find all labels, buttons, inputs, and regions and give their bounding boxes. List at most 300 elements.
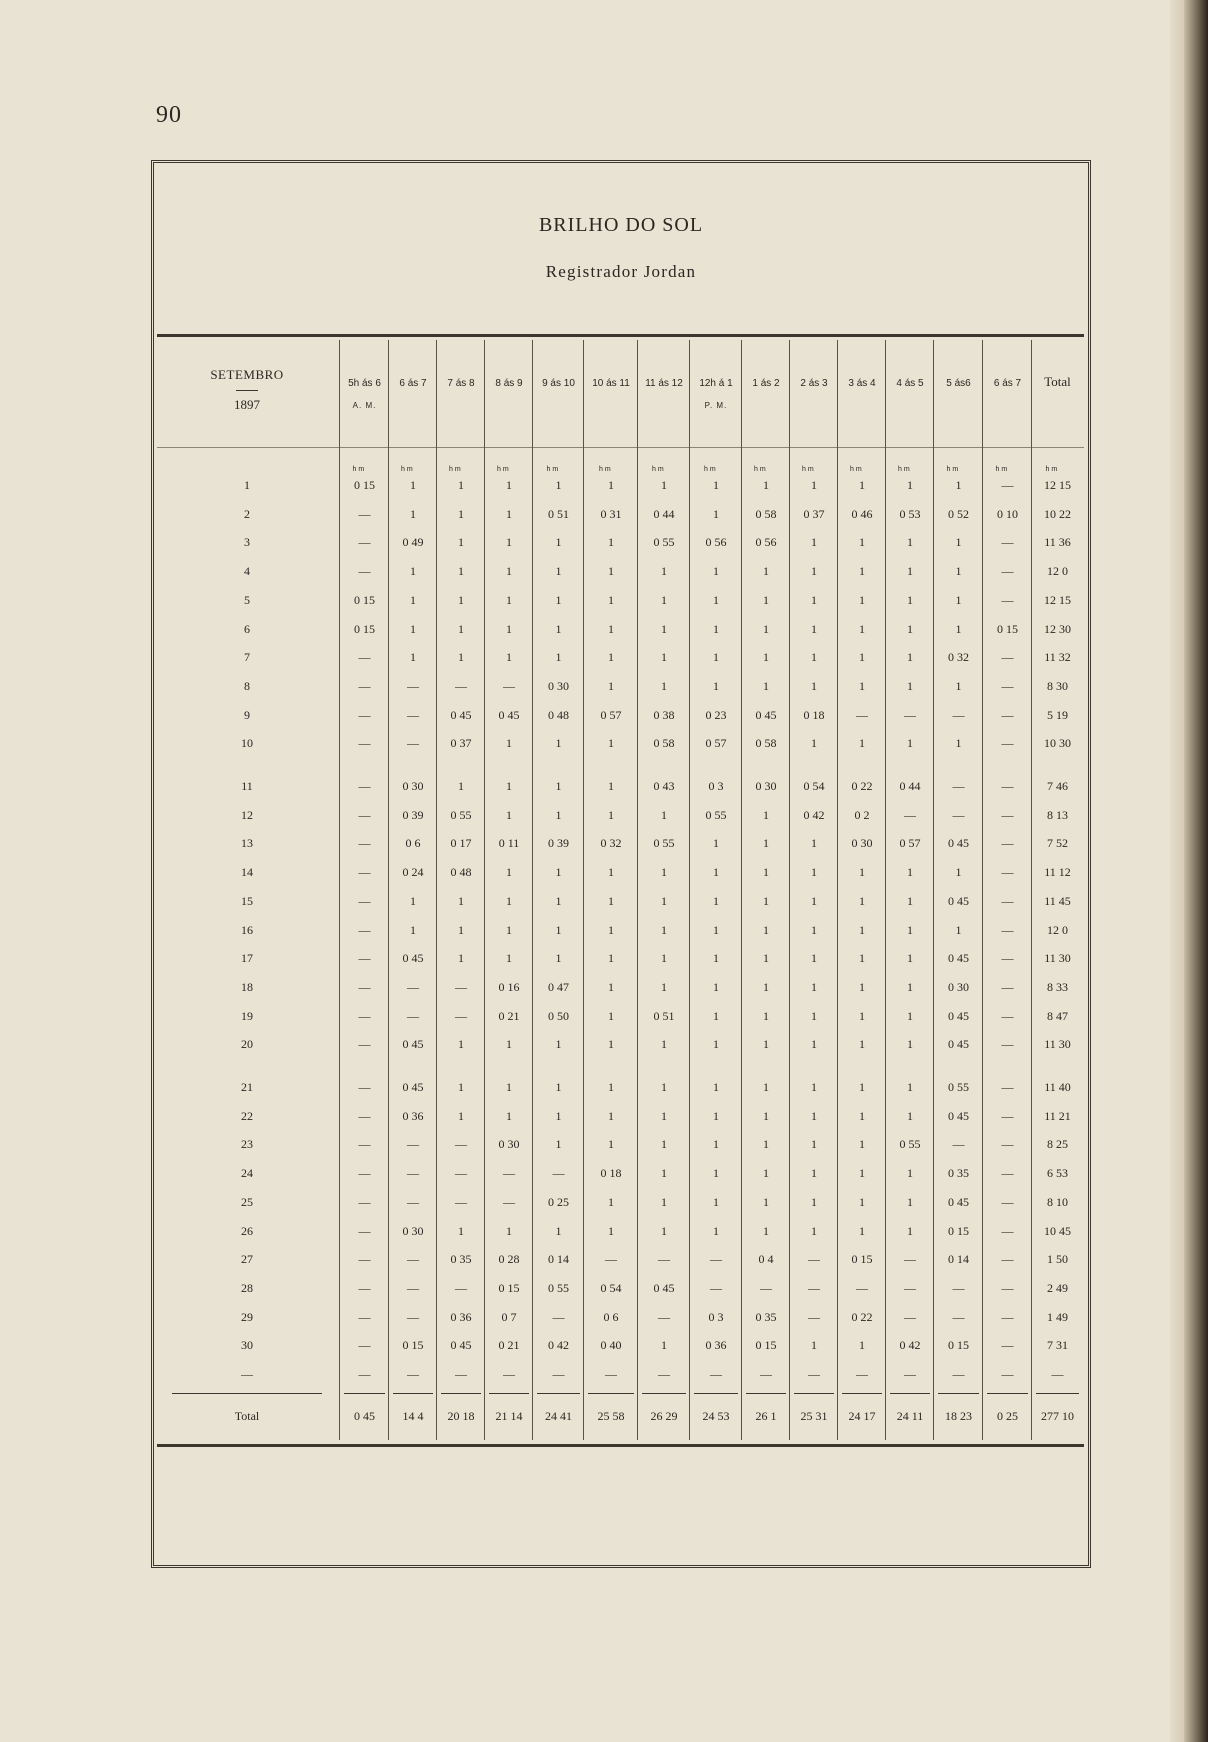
page-edge [1170,0,1184,1742]
table-cell: 1 [555,592,562,607]
table-cell: 1 [661,1080,667,1094]
table-cell: — [1001,807,1014,822]
day-label: 10 [241,736,253,751]
table-cell: 1 [608,535,614,550]
table-cell: 1 [555,1137,562,1152]
table-cell: 1 [661,678,667,693]
table-cell: 1 [763,1137,769,1152]
table-cell: 1 [608,1223,614,1238]
table-cell: — [710,1280,722,1295]
table-cell: — [1001,1108,1014,1123]
table-cell: 1 [555,621,562,636]
table-cell: 0 42 [803,807,825,822]
unit-label: h m [497,466,509,473]
table-cell: 1 [555,893,562,908]
table-cell: 0 45 [498,707,520,722]
total-separator [794,1393,834,1394]
table-cell: 1 [859,865,865,880]
table-cell: 0 31 [600,506,622,521]
table-cell: — [904,1280,916,1295]
column-divider [741,340,742,1440]
table-cell: 1 [907,650,913,665]
table-cell: 1 [763,807,769,822]
table-cell: — [503,678,515,693]
table-cell: — [358,1037,371,1052]
table-cell: — [407,707,419,722]
total-cell: 14 4 [402,1409,424,1423]
column-header [485,378,533,389]
table-cell: 1 [506,478,512,492]
table-cell: 0 15 [354,478,375,492]
table-cell: 1 [811,650,817,665]
unit-label: h m [1045,466,1058,473]
column-divider [339,340,340,1440]
table-cell: 1 [713,650,719,665]
table-cell: 0 15 [755,1338,777,1353]
table-cell: 1 [608,621,614,636]
table-cell: 1 [763,1037,769,1052]
table-cell: 8 47 [1047,1008,1068,1023]
table-cell: 1 50 [1047,1252,1068,1267]
table-cell: 1 [713,592,719,607]
column-header-label: 3 ás 4 [848,378,876,389]
table-cell: 1 [763,951,769,966]
table-cell: 0 55 [548,1280,569,1295]
table-cell: 0 37 [450,736,472,751]
total-cell: 24 53 [702,1409,730,1423]
page-number: 90 [156,102,182,128]
table-cell: — [605,1367,617,1381]
table-cell: 8 25 [1047,1137,1068,1152]
column-divider [789,340,790,1440]
table-cell: — [1001,535,1014,550]
table-cell: 1 [458,564,464,579]
table-cell: 1 [555,650,562,665]
total-separator [344,1393,385,1394]
table-cell: 0 23 [705,707,727,722]
table-cell: 1 [608,951,614,966]
table-cell: 1 [907,922,913,937]
table-cell: — [1001,1309,1014,1324]
table-cell: 1 [859,478,865,492]
table-cell: 0 54 [600,1280,622,1295]
table-cell: 1 [811,564,817,579]
column-header-label: 6 ás 7 [399,378,427,389]
table-cell: — [952,1280,965,1295]
table-cell: 0 38 [653,707,675,722]
table-cell: 1 [506,1037,512,1052]
table-cell: 1 [506,1108,512,1123]
table-cell: 1 [608,865,614,880]
table-cell: — [952,1367,965,1381]
table-cell: 1 [859,893,865,908]
table-cell: 1 [661,592,667,607]
day-label: 30 [241,1338,253,1353]
table-cell: — [358,1280,371,1295]
table-cell: 0 36 [402,1108,424,1123]
table-cell: 0 58 [755,506,777,521]
table-cell: — [1001,1166,1014,1181]
column-header-label: 2 ás 3 [800,378,828,389]
table-cell: 1 [506,564,512,579]
table-cell: 0 54 [803,779,825,793]
table-cell: 1 [955,678,962,693]
table-cell: 0 42 [548,1338,569,1353]
table-cell: 1 [907,979,913,994]
day-label: 7 [244,650,250,665]
table-cell: 0 42 [899,1338,921,1353]
total-cell: 18 23 [945,1409,972,1423]
table-cell: — [808,1252,820,1267]
table-cell: 1 [555,951,562,966]
table-cell: — [904,707,916,722]
table-cell: 0 3 [708,1309,724,1324]
unit-label: h m [898,466,910,473]
table-cell: 1 [410,650,416,665]
table-cell: 1 [763,621,769,636]
table-cell: 11 12 [1044,865,1071,880]
total-cell: 24 11 [896,1409,924,1423]
table-cell: 11 45 [1044,893,1071,908]
column-header-label: 10 ás 11 [592,378,630,389]
table-cell: 1 [608,650,614,665]
column-header-label: 1 ás 2 [752,378,780,389]
table-cell: 1 [555,1037,562,1052]
column-header [886,378,934,389]
table-cell: — [1001,678,1014,693]
table-cell: 1 [859,979,865,994]
table-cell: 0 4 [758,1252,774,1267]
table-cell: 1 [713,564,719,579]
table-cell: 1 [859,951,865,966]
table-cell: — [1001,922,1014,937]
column-header-label: 12h á 1 [699,378,733,389]
table-cell: — [1001,650,1014,665]
table-cell: — [358,1338,371,1353]
header-bottom-rule [157,447,1084,448]
table-cell: 1 [859,1137,865,1152]
table-cell: 1 [811,1223,817,1238]
table-cell: 0 15 [354,592,375,607]
table-cell: 1 [811,1166,817,1181]
table-cell: — [856,1280,868,1295]
table-cell: 11 30 [1044,951,1071,966]
table-cell: 1 [955,736,962,751]
table-cell: 1 [608,1194,614,1209]
table-cell: — [358,1008,371,1023]
table-cell: 0 45 [755,707,777,722]
table-cell: 1 [811,535,817,550]
column-header-label: 9 ás 10 [542,378,575,389]
total-cell: 25 58 [597,1409,625,1423]
table-cell: 1 [811,592,817,607]
table-cell: — [358,736,371,751]
table-cell: 1 [713,506,719,521]
table-cell: 1 [555,736,562,751]
table-cell: 1 [713,865,719,880]
total-separator [746,1393,786,1394]
table-cell: 1 [713,1080,719,1094]
table-cell: 1 [661,865,667,880]
column-header [638,378,690,389]
table-cell: 8 13 [1047,807,1068,822]
total-cell: 26 29 [650,1409,678,1423]
table-cell: 0 15 [948,1223,969,1238]
table-cell: 1 [458,779,464,793]
table-cell: — [952,1137,965,1152]
table-cell: 1 [907,592,913,607]
table-cell: 1 [555,865,562,880]
table-cell: 1 [859,1037,865,1052]
total-cell: 24 17 [848,1409,876,1423]
table-cell: 0 30 [755,779,777,793]
table-cell: 1 [608,807,614,822]
table-cell: 0 32 [600,836,622,851]
table-cell: 1 [506,592,512,607]
table-cell: 0 58 [653,736,675,751]
table-cell: 1 [410,478,416,492]
table-cell: 1 [763,478,769,492]
table-cell: 1 [458,621,464,636]
table-cell: — [658,1367,670,1381]
table-cell: 1 [458,1223,464,1238]
table-cell: 0 52 [948,506,969,521]
table-cell: 0 46 [851,506,873,521]
table-cell: 0 39 [402,807,424,822]
unit-label: h m [850,466,862,473]
table-cell: 1 [458,506,464,521]
table-cell: 0 15 [851,1252,873,1267]
table-cell: 1 [661,1338,667,1353]
table-cell: 1 [555,779,562,793]
unit-label: h m [352,466,365,473]
column-divider [436,340,437,1440]
table-cell: 1 [410,506,416,521]
column-header [584,378,638,389]
table-cell: 1 [410,621,416,636]
table-cell: — [710,1252,722,1267]
day-label: 21 [241,1080,253,1094]
table-cell: 1 [506,1223,512,1238]
table-cell: 7 31 [1047,1338,1068,1353]
total-cell: 20 18 [447,1409,475,1423]
table-cell: 1 [506,736,512,751]
table-cell: — [1001,478,1014,492]
table-cell: 1 [859,592,865,607]
table-cell: 8 30 [1047,678,1068,693]
table-cell: 0 30 [402,1223,424,1238]
year-separator [236,390,258,391]
table-cell: 1 [608,478,614,492]
table-cell: 0 32 [948,650,969,665]
column-header-label: 4 ás 5 [896,378,924,389]
book-spine-shadow [1184,0,1208,1742]
table-cell: 1 [458,893,464,908]
table-cell: 1 [713,1223,719,1238]
table-cell: — [1051,1367,1064,1381]
column-header [389,378,437,389]
table-cell: — [1001,1080,1014,1094]
table-cell: 1 [661,979,667,994]
table-cell: 12 30 [1044,621,1071,636]
table-cell: — [455,1280,467,1295]
table-cell: 1 [410,893,416,908]
table-cell: 1 [713,1166,719,1181]
table-cell: 0 57 [899,836,921,851]
table-cell: 1 [661,1108,667,1123]
table-cell: 1 [506,807,512,822]
table-cell: 0 55 [653,836,675,851]
table-cell: 0 56 [705,535,727,550]
total-separator [842,1393,882,1394]
table-cell: 1 [661,1137,667,1152]
table-cell: 0 7 [501,1309,517,1324]
table-cell: 1 [763,1166,769,1181]
column-header [690,378,742,410]
table-cell: 11 36 [1044,535,1071,550]
table-cell: 1 [555,1223,562,1238]
total-cell: 0 25 [997,1409,1018,1423]
table-cell: 1 49 [1047,1309,1068,1324]
table-cell: 0 10 [997,506,1018,521]
table-cell: 0 50 [548,1008,569,1023]
table-cell: 0 15 [402,1338,424,1353]
table-cell: — [407,1280,419,1295]
table-cell: 0 3 [708,779,724,793]
month-label: SETEMBRO [210,367,284,382]
table-cell: 1 [907,478,913,492]
table-cell: 5 19 [1047,707,1068,722]
table-cell: 0 35 [755,1309,777,1324]
table-cell: 1 [713,951,719,966]
day-label: 8 [244,678,250,693]
table-cell: 0 6 [603,1309,619,1324]
table-cell: — [407,1309,419,1324]
unit-label: h m [802,466,814,473]
table-cell: 1 [859,1223,865,1238]
table-cell: 12 15 [1044,478,1071,492]
table-cell: 1 [661,807,667,822]
table-cell: — [407,1166,419,1181]
table-cell: 0 47 [548,979,569,994]
table-cell: 0 15 [354,621,375,636]
table-cell: 0 30 [498,1137,520,1152]
unit-label: h m [652,466,664,473]
table-cell: 1 [506,650,512,665]
table-cell: 0 45 [450,707,472,722]
table-cell: 1 [608,1008,614,1023]
table-cell: 1 [458,951,464,966]
table-cell: 0 15 [498,1280,520,1295]
table-cell: — [904,1367,916,1381]
table-cell: 1 [608,736,614,751]
total-separator [890,1393,930,1394]
table-cell: 1 [763,650,769,665]
column-header-label: 8 ás 9 [495,378,523,389]
column-header [983,378,1032,389]
table-cell: — [808,1280,820,1295]
table-cell: 1 [859,678,865,693]
table-cell: 0 28 [498,1252,520,1267]
day-label: 3 [244,535,250,550]
table-cell: 1 [859,621,865,636]
table-cell: 1 [907,564,913,579]
table-cell: 0 14 [548,1252,569,1267]
table-cell: — [1001,836,1014,851]
table-cell: — [1001,707,1014,722]
table-cell: — [358,506,371,521]
table-cell: 0 14 [948,1252,969,1267]
table-cell: — [856,1367,868,1381]
total-separator [987,1393,1028,1394]
table-cell: 0 55 [450,807,472,822]
table-cell: 1 [608,1080,614,1094]
table-cell: 1 [859,1166,865,1181]
table-cell: — [1001,865,1014,880]
table-cell: 1 [955,564,962,579]
table-cell: — [552,1166,565,1181]
table-cell: 0 21 [498,1338,520,1353]
table-cell: 0 53 [899,506,921,521]
table-cell: — [407,736,419,751]
total-cell: 0 45 [354,1409,375,1423]
table-cell: 0 48 [548,707,569,722]
table-cell: 12 0 [1047,564,1068,579]
column-header-period: P. M. [704,401,728,410]
total-cell: 21 14 [495,1409,523,1423]
table-cell: 1 [859,564,865,579]
table-cell: — [358,1137,371,1152]
table-cell: 0 15 [997,621,1018,636]
table-cell: 1 [506,951,512,966]
table-cell: 10 45 [1044,1223,1071,1238]
table-cell: 0 55 [899,1137,921,1152]
table-cell: 1 [661,1166,667,1181]
table-cell: — [1001,592,1014,607]
column-header-label: 7 ás 8 [447,378,475,389]
table-cell: 1 [661,1194,667,1209]
table-cell: 0 58 [755,736,777,751]
day-label: 2 [244,506,250,521]
table-cell: — [503,1194,515,1209]
table-cell: 0 15 [948,1338,969,1353]
table-cell: — [358,951,371,966]
year-label: 1897 [234,397,260,412]
table-cell: 0 45 [948,1037,969,1052]
day-label: 26 [241,1223,253,1238]
day-label: 5 [244,592,250,607]
table-cell: — [658,1309,670,1324]
table-cell: 1 [458,478,464,492]
table-cell: 0 55 [948,1080,969,1094]
table-cell: — [358,564,371,579]
table-cell: 0 43 [653,779,675,793]
day-label: 27 [241,1252,253,1267]
table-cell: 8 10 [1047,1194,1068,1209]
table-cell: 0 36 [705,1338,727,1353]
table-cell: 1 [608,893,614,908]
table-cell: 0 56 [755,535,777,550]
table-cell: 1 [713,836,719,851]
table-cell: 1 [410,922,416,937]
table-cell: 1 [955,478,962,492]
table-cell: — [358,1309,371,1324]
table-cell: 1 [763,1008,769,1023]
day-label: — [241,1367,253,1381]
table-cell: 1 [763,979,769,994]
table-cell: 11 40 [1044,1080,1071,1094]
column-header [340,378,389,410]
